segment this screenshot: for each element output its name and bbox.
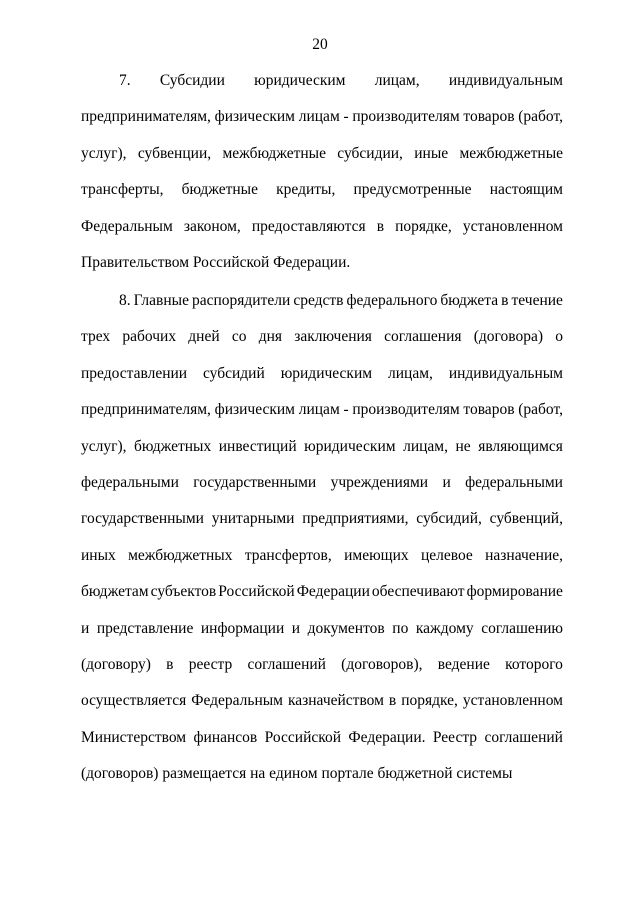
paragraph8-line: 8. Главные распорядители средств федерального бюджета в течение bbox=[119, 292, 563, 309]
paragraph7-line: предпринимателям, физическим лицам - производителям товаров (работ, bbox=[81, 108, 563, 126]
paragraph8-line: Министерством финансов Российской Федерации. Реестр соглашений bbox=[81, 728, 563, 746]
paragraph7-line: Правительством Российской Федерации. bbox=[81, 253, 351, 271]
paragraph-7 bbox=[81, 72, 563, 290]
paragraph7-line: трансферты, бюджетные кредиты, предусмотренные настоящим bbox=[81, 181, 563, 199]
paragraph8-line: предпринимателям, физическим лицам - производителям товаров (работ, bbox=[81, 401, 563, 419]
paragraph-8 bbox=[81, 292, 563, 801]
paragraph8-line: государственными унитарными предприятиями, субсидий, субвенций, bbox=[81, 510, 563, 528]
paragraph8-line: федеральными государственными учреждениями и федеральными bbox=[81, 473, 563, 491]
paragraph7-line: Федеральным законом, предоставляются в порядке, установленном bbox=[81, 217, 563, 235]
paragraph8-line: трех рабочих дней со дня заключения соглашения (договора) о bbox=[81, 328, 563, 346]
paragraph8-line: (договору) в реестр соглашений (договоров), ведение которого bbox=[81, 655, 563, 673]
paragraph8-line: иных межбюджетных трансфертов, имеющих целевое назначение, bbox=[81, 546, 563, 564]
paragraph7-line: услуг), субвенции, межбюджетные субсидии, иные межбюджетные bbox=[81, 144, 563, 162]
paragraph8-line: услуг), бюджетных инвестиций юридическим лицам, не являющимся bbox=[81, 437, 563, 455]
paragraph8-line: и представление информации и документов по каждому соглашению bbox=[81, 619, 563, 637]
paragraph8-line: (договоров) размещается на едином портале бюджетной системы bbox=[81, 765, 513, 783]
paragraph8-line: бюджетам субъектов Российской Федерации обеспечивают формирование bbox=[81, 583, 563, 601]
paragraph8-line: предоставлении субсидий юридическим лицам, индивидуальным bbox=[81, 364, 563, 382]
paragraph7-line: 7. Субсидии юридическим лицам, индивидуальным bbox=[119, 72, 563, 89]
page-number: 20 bbox=[312, 36, 328, 53]
paragraph8-line: осуществляется Федеральным казначейством в порядке, установленном bbox=[81, 692, 563, 710]
